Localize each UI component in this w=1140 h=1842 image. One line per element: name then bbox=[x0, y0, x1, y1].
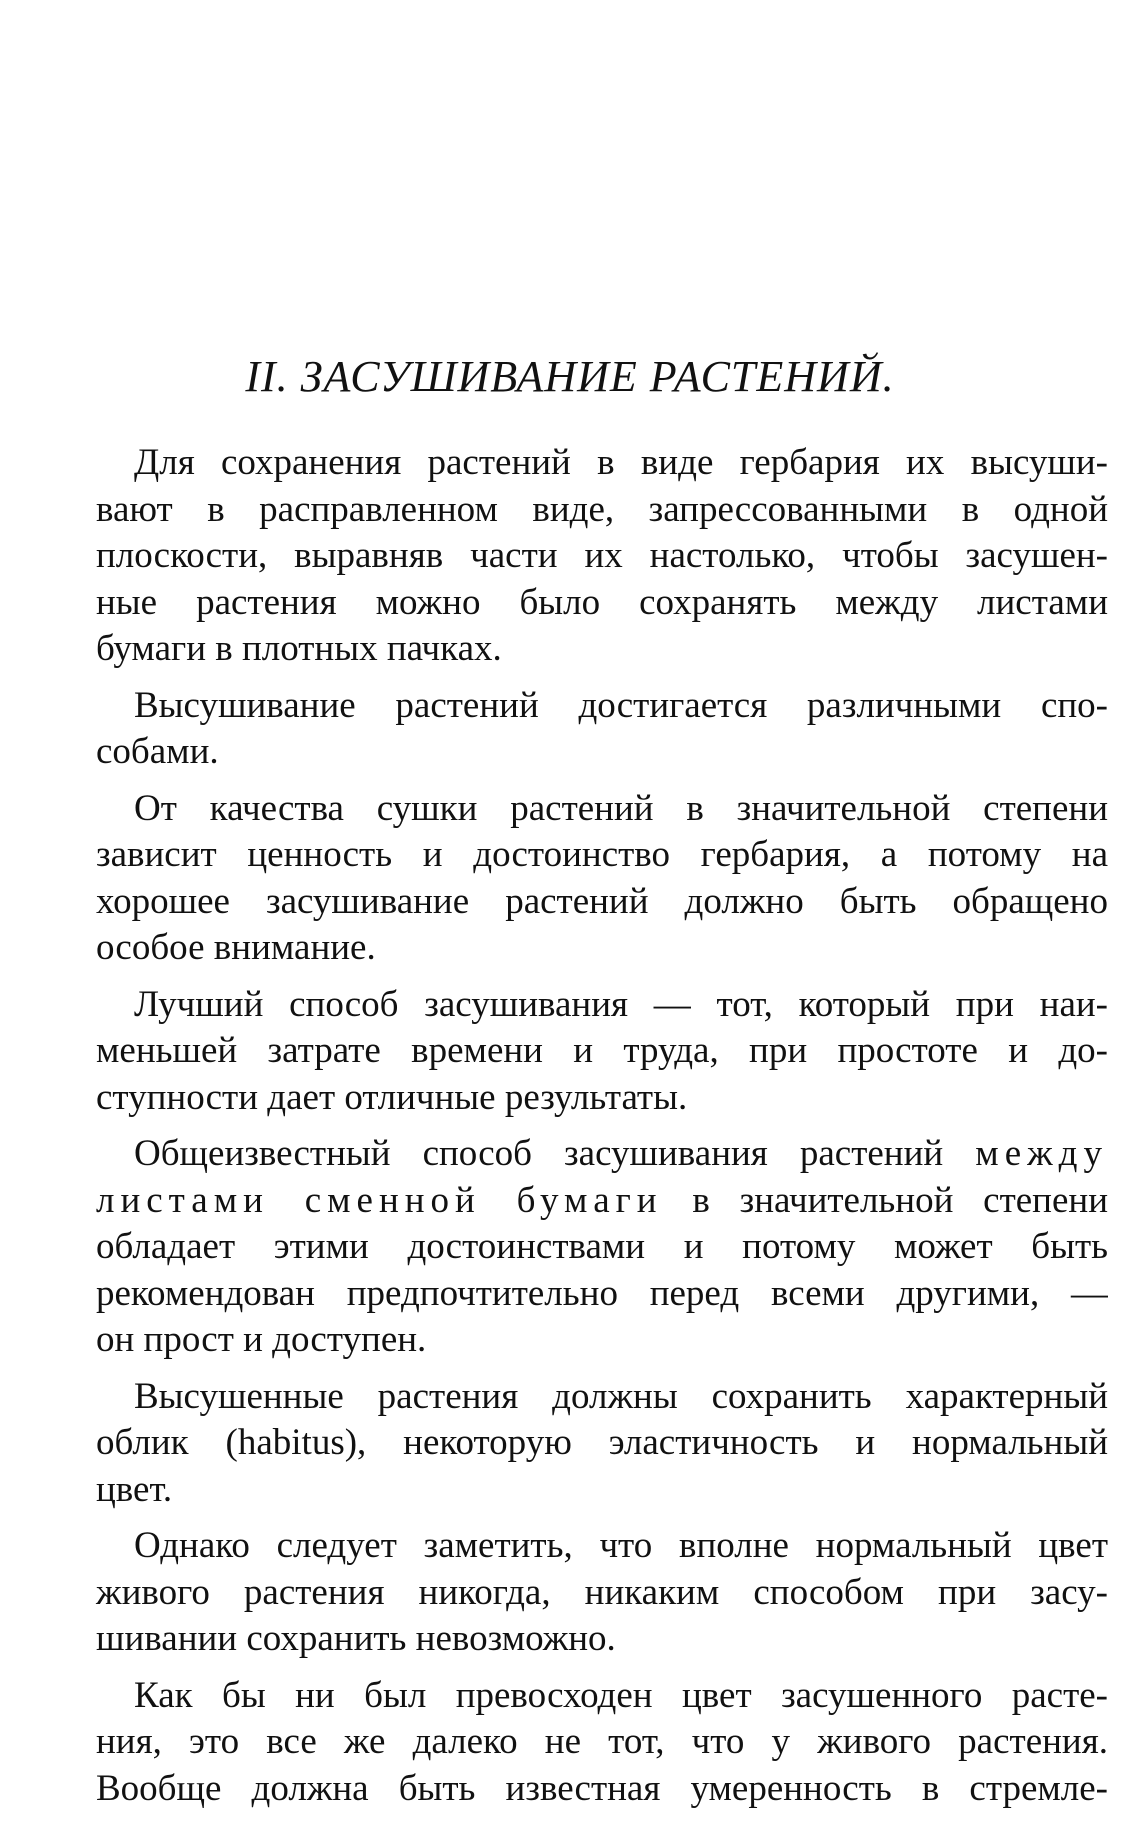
text-line: плоскости, выравняв части их настолько, чтобы засушен- bbox=[96, 535, 1108, 576]
text-line: Однако следует заметить, что вполне нормальный цвет bbox=[134, 1525, 1108, 1566]
text-line: Для сохранения растений в виде гербария их высуши- bbox=[134, 442, 1108, 483]
text-line: собами. bbox=[96, 731, 219, 772]
paragraph-6 bbox=[58, 1374, 1108, 1514]
body-text bbox=[58, 440, 1108, 1822]
text-line: особое внимание. bbox=[96, 927, 376, 968]
text-line: бумаги в плотных пачках. bbox=[96, 628, 502, 669]
emphasized-text: листами сменной бумаги bbox=[96, 1179, 663, 1221]
text-run: в значительной степени bbox=[692, 1179, 1108, 1221]
paragraph-3 bbox=[58, 786, 1108, 972]
text-line: живого растения никогда, никаким способом при засу- bbox=[96, 1571, 1108, 1613]
paragraph-7 bbox=[58, 1523, 1108, 1663]
text-line: ные растения можно было сохранять между листами bbox=[96, 581, 1108, 623]
paragraph-2 bbox=[58, 683, 1108, 776]
paragraph-5 bbox=[58, 1131, 1108, 1364]
text-line: облик (habitus), некоторую эластичность и нормальный bbox=[96, 1422, 1108, 1463]
paragraph-4 bbox=[58, 982, 1108, 1122]
text-line bbox=[58, 1131, 1108, 1178]
text-line: вают в расправленном виде, запрессованными в одной bbox=[96, 488, 1108, 530]
text-line: зависит ценность и достоинство гербария, а потому на bbox=[96, 834, 1108, 875]
text-line bbox=[58, 1178, 1108, 1225]
text-line: Вообще должна быть известная умеренность в стремле- bbox=[96, 1767, 1108, 1809]
text-line: Высушивание растений достигается различными спо- bbox=[134, 684, 1108, 726]
emphasized-text: между bbox=[975, 1133, 1108, 1174]
paragraph-8 bbox=[58, 1673, 1108, 1813]
text-line: Высушенные растения должны сохранить характерный bbox=[134, 1375, 1108, 1417]
text-line: шивании сохранить невозможно. bbox=[96, 1618, 616, 1659]
text-line: он прост и доступен. bbox=[96, 1319, 427, 1360]
chapter-heading: II. ЗАСУШИВАНИЕ РАСТЕНИЙ. bbox=[245, 352, 895, 401]
text-line: Как бы ни был превосходен цвет засушенного расте- bbox=[134, 1674, 1108, 1716]
text-line: Лучший способ засушивания — тот, который при наи- bbox=[134, 983, 1108, 1025]
text-line: хорошее засушивание растений должно быть обращено bbox=[96, 880, 1108, 922]
text-run: Общеизвестный способ засушивания растений bbox=[134, 1133, 944, 1174]
text-line: От качества сушки растений в значительной степени bbox=[134, 787, 1108, 829]
text-line: ния, это все же далеко не тот, что у живого растения. bbox=[96, 1721, 1108, 1762]
text-line: рекомендован предпочтительно перед всеми другими, — bbox=[96, 1272, 1108, 1314]
text-line: ступности дает отличные результаты. bbox=[96, 1076, 688, 1118]
paragraph-1 bbox=[58, 440, 1108, 673]
text-line: обладает этими достоинствами и потому может быть bbox=[96, 1226, 1108, 1267]
text-line: меньшей затрате времени и труда, при простоте и до- bbox=[96, 1030, 1108, 1071]
text-line: цвет. bbox=[96, 1468, 173, 1510]
